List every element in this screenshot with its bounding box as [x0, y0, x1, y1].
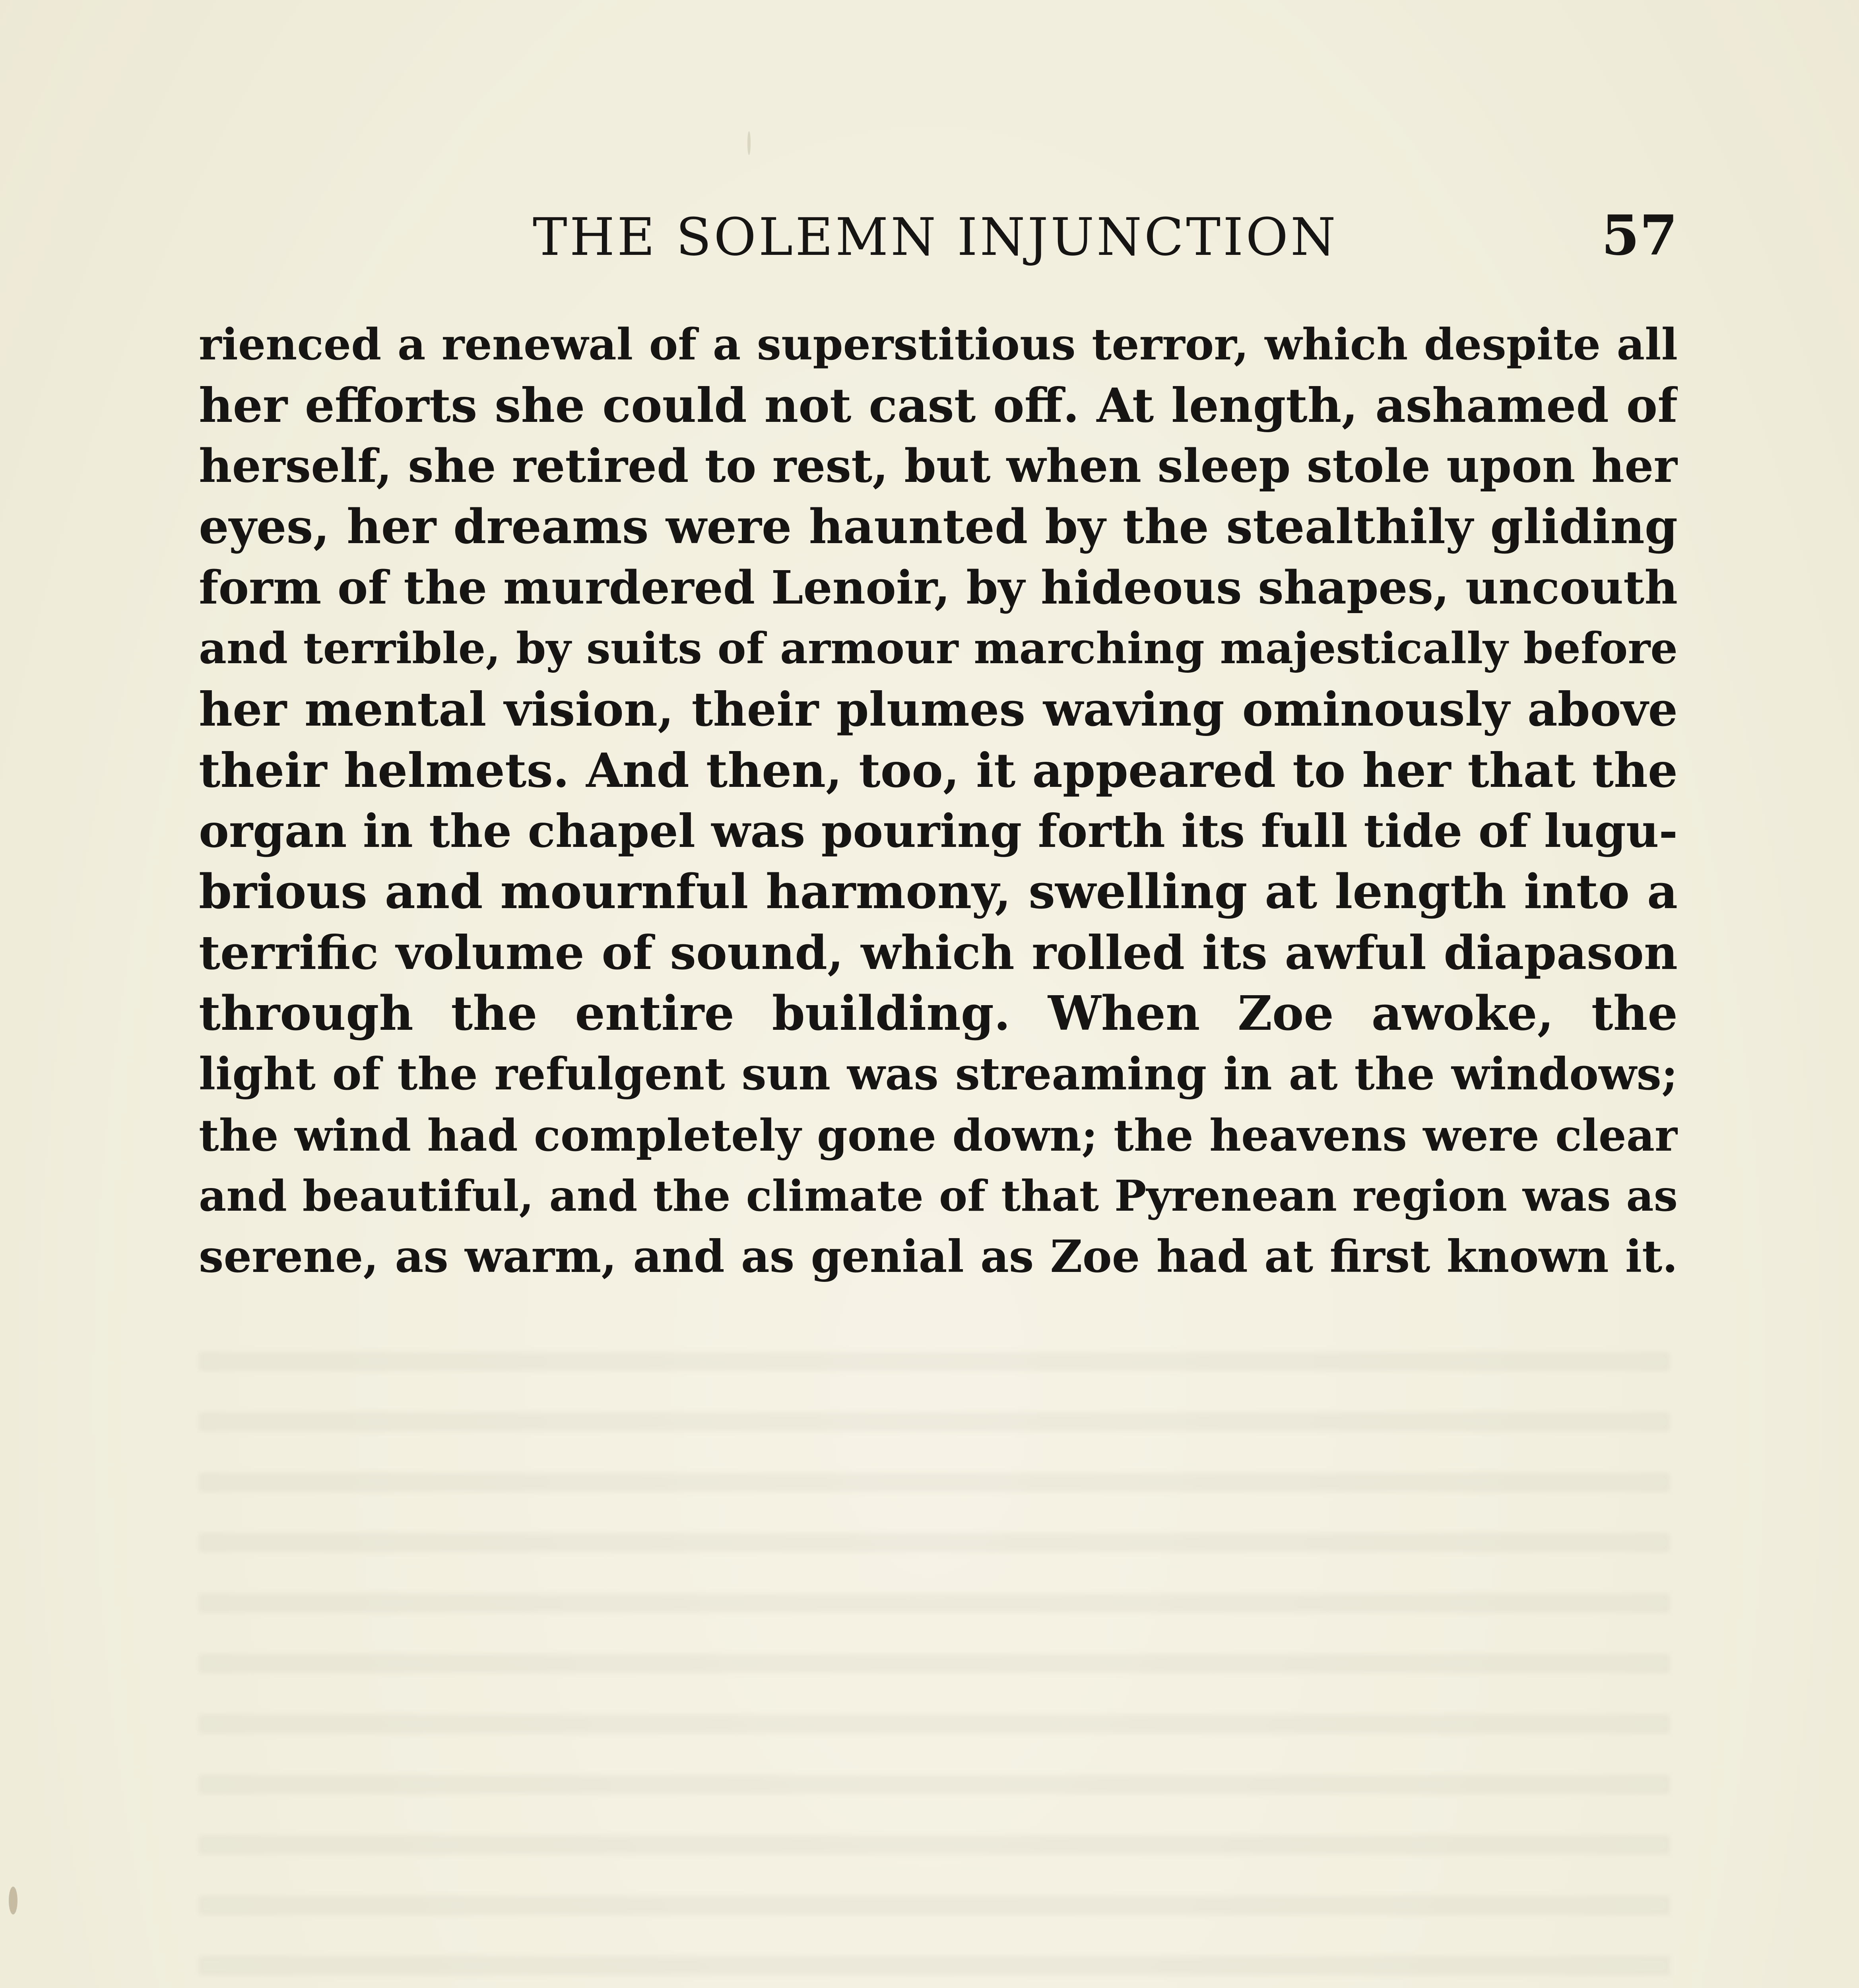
paper-blemish — [9, 1887, 17, 1914]
page-header — [533, 199, 1678, 278]
text-line: the wind had completely gone down; the heavens were clear — [199, 1110, 1678, 1161]
text-line: rienced a renewal of a superstitious terror, which despite all — [199, 319, 1678, 370]
text-line: organ in the chapel was pouring forth its full tide of lugu- — [199, 804, 1678, 858]
running-title: THE SOLEMN INJUNCTION — [533, 207, 1338, 267]
text-line: eyes, her dreams were haunted by the stealthily gliding — [199, 499, 1678, 555]
text-line: their helmets. And then, too, it appeared to her that the — [199, 743, 1678, 798]
paper-blemish — [747, 131, 751, 155]
text-line: light of the refulgent sun was streaming in at the windows; — [199, 1048, 1678, 1100]
text-line: and terrible, by suits of armour marching majestically before — [199, 623, 1678, 674]
show-through-text — [199, 1324, 1670, 1988]
page-number: 57 — [1601, 203, 1678, 268]
text-line: form of the murdered Lenoir, by hideous shapes, uncouth — [199, 561, 1678, 615]
text-line: terrific volume of sound, which rolled its awful diapason — [199, 925, 1678, 980]
text-line: and beautiful, and the climate of that Pyrenean region was as — [199, 1171, 1678, 1221]
text-line: her efforts she could not cast off. At length, ashamed of — [199, 378, 1678, 433]
text-line: brious and mournful harmony, swelling at length into a — [199, 864, 1678, 920]
text-line: through the entire building. When Zoe awoke, the — [199, 986, 1678, 1041]
text-line: her mental vision, their plumes waving ominously above — [199, 682, 1678, 737]
body-text — [199, 314, 1678, 1287]
text-line: serene, as warm, and as genial as Zoe had at first known it. — [199, 1231, 1678, 1283]
text-line: herself, she retired to rest, but when sleep stole upon her — [199, 439, 1678, 493]
